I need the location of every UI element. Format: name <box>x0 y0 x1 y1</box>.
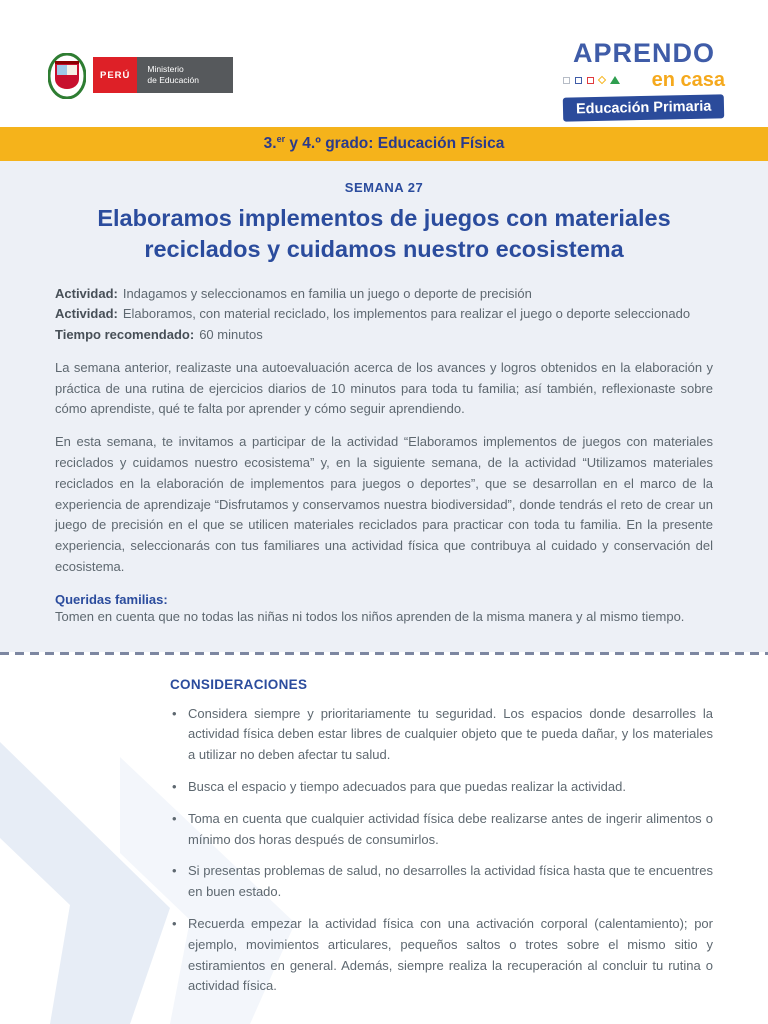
logo-title: APRENDO <box>572 38 715 68</box>
page-header <box>0 0 768 121</box>
square-icon <box>587 77 594 84</box>
logo-subtitle: en casa <box>651 69 725 91</box>
grade-bar <box>0 127 768 161</box>
aprendo-en-casa-logo <box>561 40 727 120</box>
activity-text: Indagamos y seleccionamos en familia un juego o deporte de precisión <box>122 285 532 301</box>
logo-subtitle-row <box>561 70 727 90</box>
activity-label: Actividad: <box>55 285 118 301</box>
page-title: Elaboramos implementos de juegos con materiales reciclados y cuidamos nuestro ecosistema <box>97 205 671 263</box>
diamond-icon <box>598 76 606 84</box>
pentagon-icon <box>575 77 582 84</box>
grade-subject: y 4.º grado: Educación Física <box>285 135 505 153</box>
grade-ordinal-sup: er <box>276 134 286 145</box>
families-text: Tomen en cuenta que no todas las niñas ni todos los niños aprenden de la misma manera y al mismo tiempo. <box>55 608 685 624</box>
education-level-banner: Educación Primaria <box>563 94 725 121</box>
list-item: • Recuerda empezar la actividad física con una activación corporal (calentamiento); por ejemplo, movimientos articulares, pequeños saltos o trotes sobre el mismo sitio y estiramientos en general. Además, siempre realiza la recuperación al concluir tu rutina o actividad física. <box>170 914 713 997</box>
square-icon <box>563 77 570 84</box>
families-heading: Queridas familias: <box>55 591 168 607</box>
ministry-line2: de Educación <box>147 75 199 85</box>
ministry-label <box>137 57 233 93</box>
triangle-icon <box>610 76 620 84</box>
grade-bar-text <box>264 134 505 153</box>
main-section <box>0 161 768 652</box>
considerations-list <box>170 704 713 998</box>
logo-shapes <box>563 76 620 84</box>
considerations-section <box>0 655 768 998</box>
list-item: • Considera siempre y prioritariamente tu seguridad. Los espacios donde desarrolles la actividad física deben estar libres de cualquier objeto que te pueda dañar, y los materiales a utilizar no deben afectar tu salud. <box>170 704 713 766</box>
intro-paragraph: La semana anterior, realizaste una autoevaluación acerca de los avances y logros obtenidos en la elaboración y práctica de una rutina de ejercicios diarios de 10 minutos para toda tu familia; así también, reflexionaste sobre cómo aprendiste, qué te falta por aprender y cómo seguir aprendiendo. <box>55 359 713 417</box>
week-label: SEMANA 27 <box>344 180 424 195</box>
activity-line <box>55 304 713 325</box>
ministry-branding <box>48 57 233 99</box>
activity-text: Elaboramos, con material reciclado, los implementos para realizar el juego o deporte seleccionado <box>122 306 691 322</box>
grade-number: 3. <box>263 135 277 153</box>
recommended-time-label: Tiempo recomendado: <box>55 327 195 343</box>
recommended-time-text: 60 minutos <box>199 327 263 343</box>
list-item: • Si presentas problemas de salud, no desarrolles la actividad física hasta que te encuentres en buen estado. <box>170 861 713 903</box>
ministry-line1: Ministerio <box>147 63 184 74</box>
considerations-heading: CONSIDERACIONES <box>170 676 308 692</box>
recommended-time-line <box>55 325 713 346</box>
activity-label: Actividad: <box>55 306 118 322</box>
government-blocks <box>93 57 233 93</box>
peru-label <box>93 57 137 93</box>
list-item: • Toma en cuenta que cualquier actividad física debe realizarse antes de ingerir alimentos o mínimo dos horas después de consumirlos. <box>170 809 713 851</box>
week-description-paragraph: En esta semana, te invitamos a participar de la actividad “Elaboramos implementos de juegos con materiales reciclados y cuidamos nuestro ecosistema” y, en la siguiente semana, de la actividad “Utilizamos materiales reciclados en la elaboración de implementos para juegos o deportes”, que se desarrollan en el marco de la experiencia de aprendizaje “Disfrutamos y conservamos nuestra biodiversidad”, donde tendrás el reto de crear un juego de precisión en el que se utilicen materiales reciclados para practicar con toda tu familia. En la presente experiencia, seleccionarás con tus familiares una actividad física que contribuya al cuidado y conservación del ecosistema. <box>55 434 713 575</box>
list-item: • Busca el espacio y tiempo adecuados para que puedas realizar la actividad. <box>170 777 713 798</box>
peru-coat-of-arms-icon <box>48 53 86 99</box>
peru-text: PERÚ <box>100 69 131 81</box>
activity-line <box>55 284 713 305</box>
